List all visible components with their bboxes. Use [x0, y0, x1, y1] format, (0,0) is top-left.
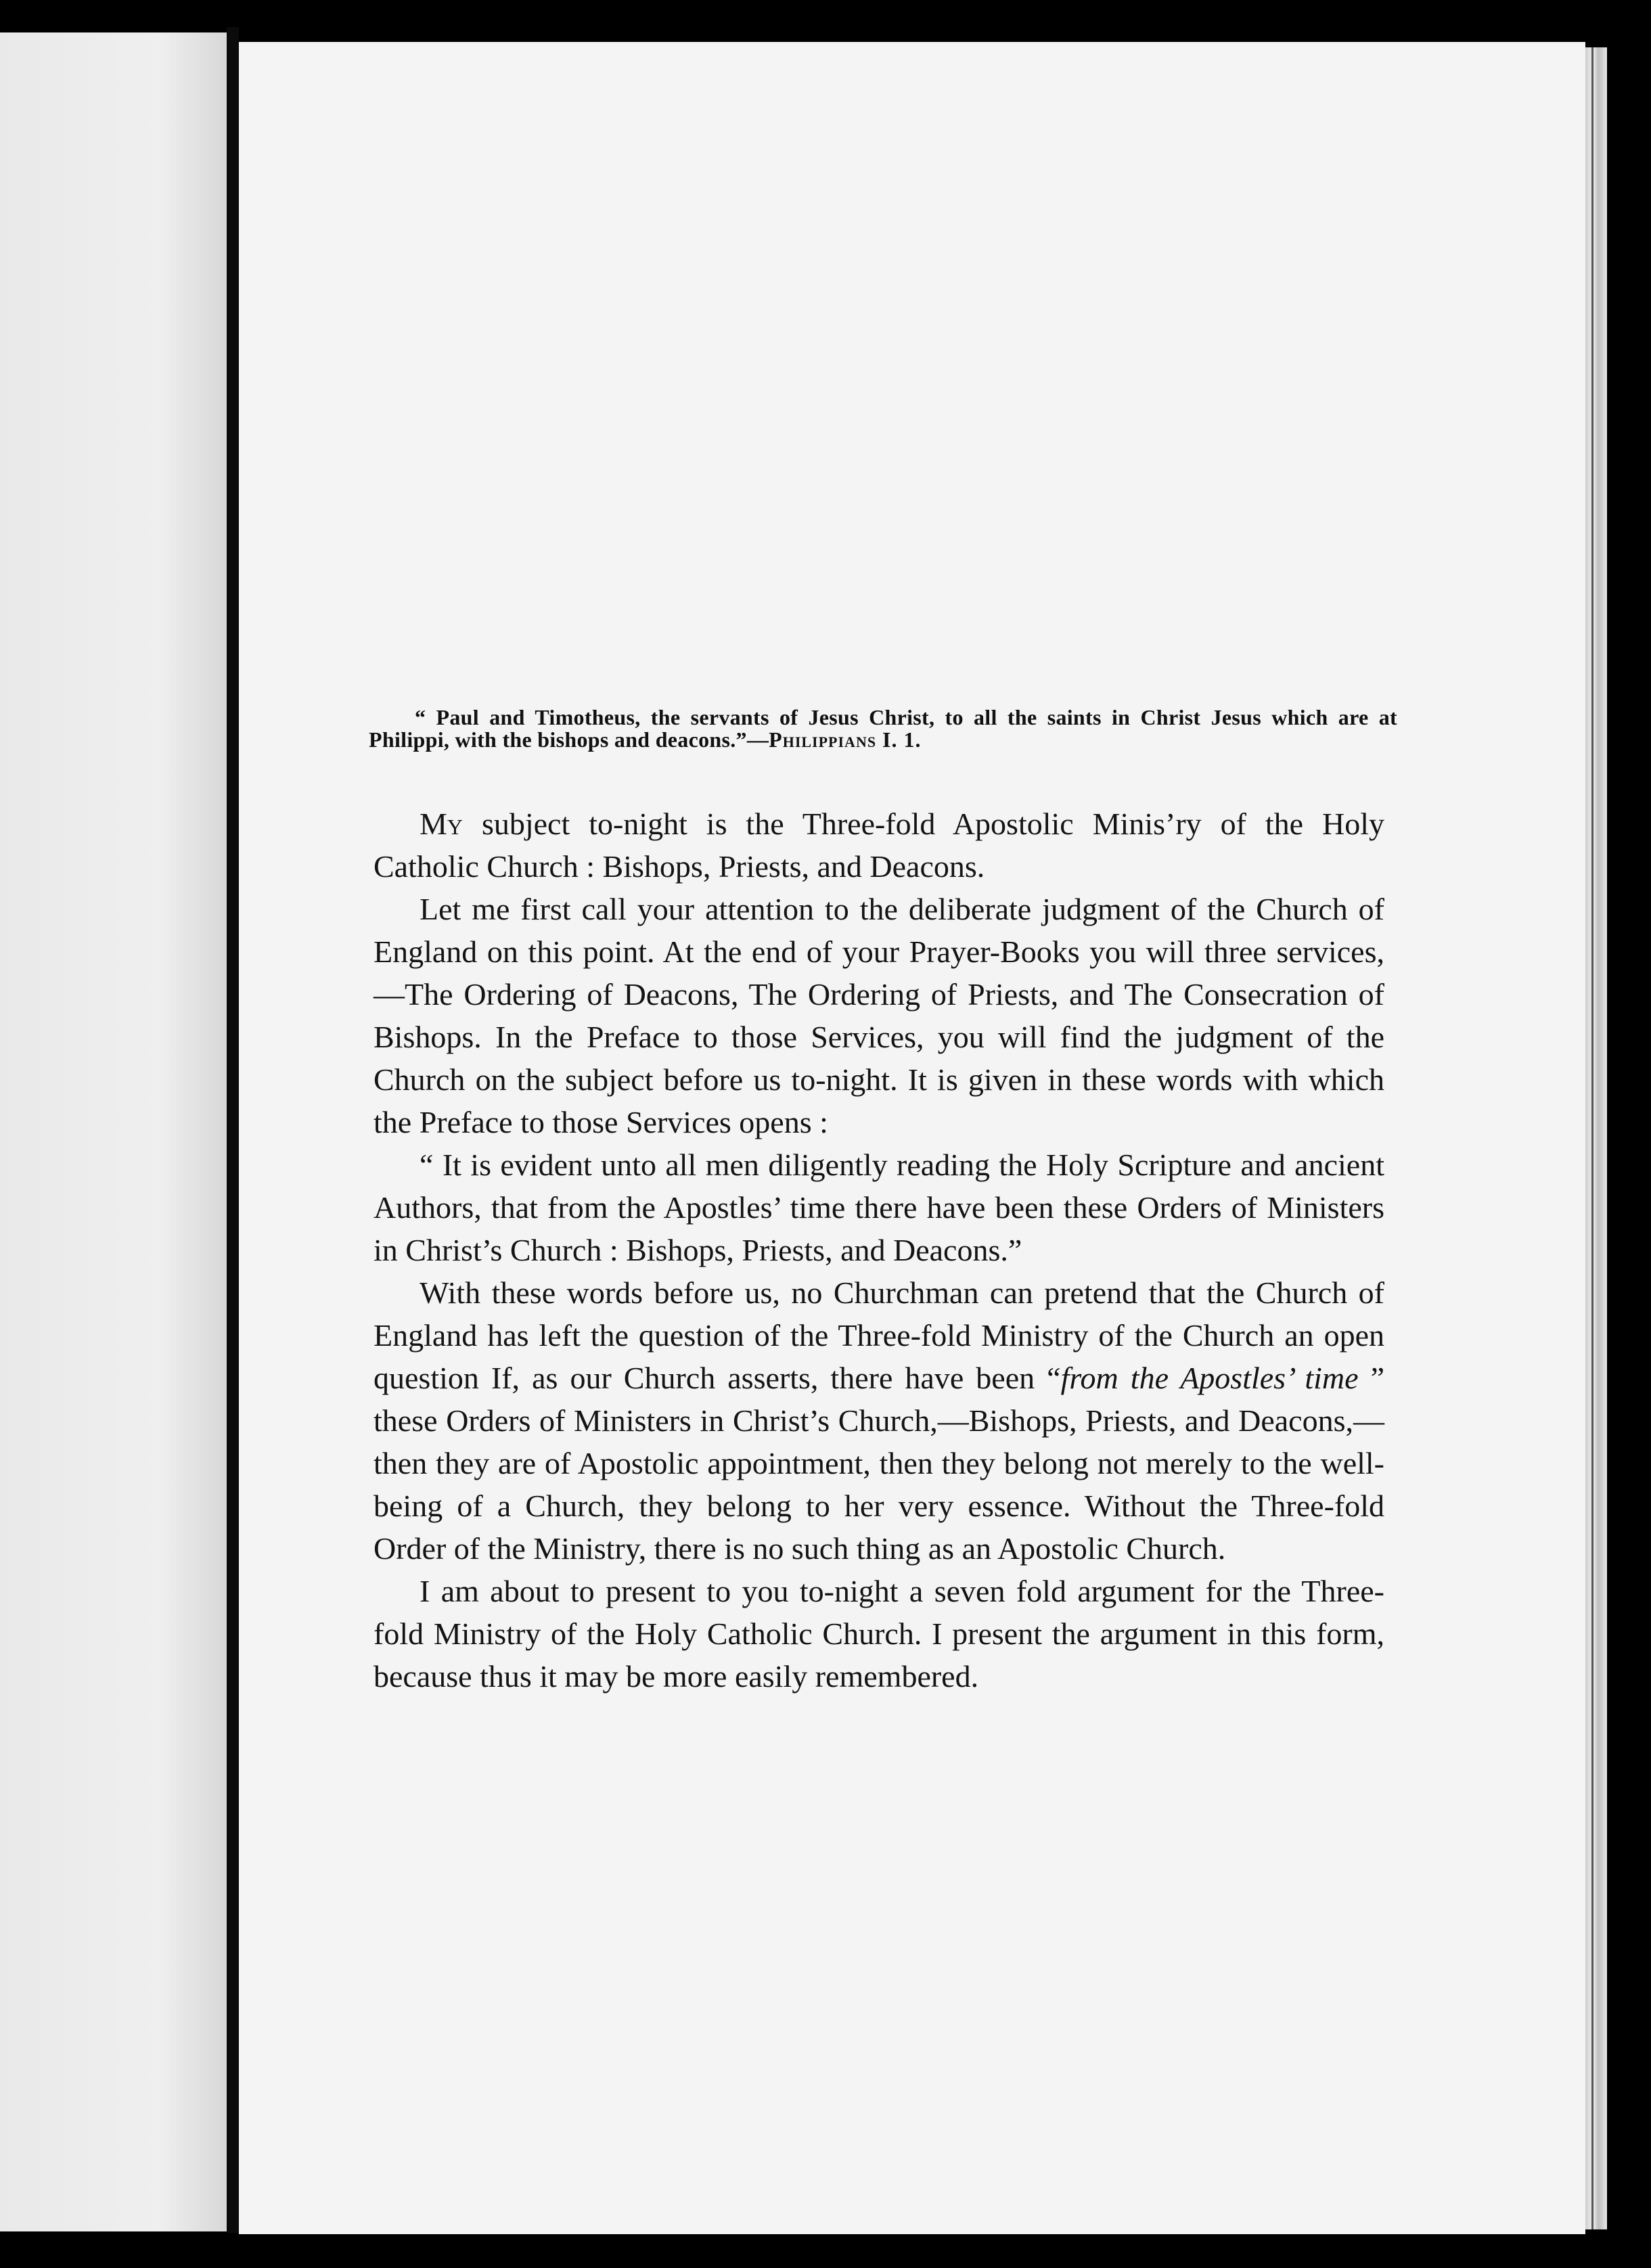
- paragraph-3-text-b: ” these Orders of Ministers in Christ’s Church,—Bishops, Priests, and Deacons,—then they are of Apostolic appointment, then they belong not merely to the well-being of a Church, they belong to her very essence. Without the Three-fold Order of the Ministry, there is no such thing as an Apostolic Church.: [374, 1361, 1384, 1566]
- paragraph-4: I am about to present to you to-night a seven fold argument for the Three-fold Ministry of the Holy Catholic Church. I present the argument in this form, because thus it may be more easily remembered.: [374, 1574, 1384, 1694]
- paragraph-2: Let me first call your attention to the deliberate judgment of the Church of England on this point. At the end of your Prayer-Books you will three services,—The Ordering of Deacons, The Ordering of Priests, and The Consecration of Bishops. In the Preface to those Services, you will find the judgment of the Church on the subject before us to-night. It is given in these words with which the Preface to those Services opens :: [374, 892, 1384, 1139]
- epigraph: [369, 706, 1397, 751]
- paragraph-3-text-a: With these words before us, no Churchman can pretend that the Church of England has left the question of the Three-fold Ministry of the Church an open question If, as our Church asserts, there have been “: [374, 1275, 1384, 1395]
- paragraph-3: [374, 1271, 1384, 1570]
- page-edge-line: [1591, 47, 1593, 2229]
- page-edges: [1585, 47, 1607, 2229]
- facing-page: [0, 32, 227, 2231]
- preface-quotation: “ It is evident unto all men diligently reading the Holy Scripture and ancient Authors, that from the Apostles’ time there have been these Orders of Ministers in Christ’s Church : Bishops, Priests, and Deacons.”: [374, 1148, 1384, 1267]
- epigraph-source: Philippians I. 1.: [769, 727, 922, 752]
- epigraph-text: “ Paul and Timotheus, the servants of Jesus Christ, to all the saints in Christ Jesus which are at Philippi, with the bishops and deacons.”—: [369, 705, 1397, 752]
- body-text: [374, 802, 1384, 1698]
- book-gutter: [227, 27, 239, 2233]
- paragraph-1-lead: My: [420, 807, 463, 841]
- paragraph-3-italic: from the Apostles’ time: [1060, 1361, 1359, 1395]
- paragraph-1: [374, 802, 1384, 888]
- paragraph-1-text: subject to-night is the Three-fold Apostolic Minis’ry of the Holy Catholic Church : Bishops, Priests, and Deacons.: [374, 807, 1384, 884]
